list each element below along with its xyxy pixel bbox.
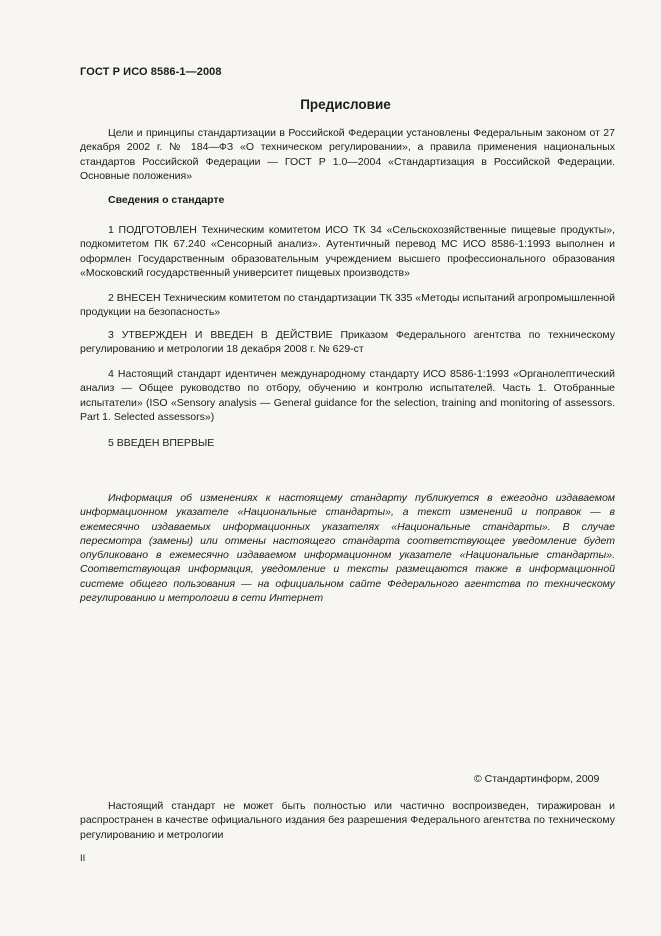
item-3: 3 УТВЕРЖДЕН И ВВЕДЕН В ДЕЙСТВИЕ Приказом Федерального агентства по техническому регулированию и метрологии 18 декабря 2008 г. № 629-ст xyxy=(80,329,615,356)
item-5: 5 ВВЕДЕН ВПЕРВЫЕ xyxy=(108,437,215,449)
item-2: 2 ВНЕСЕН Техническим комитетом по стандартизации ТК 335 «Методы испытаний агропромышленной продукции на безопасность» xyxy=(80,292,615,319)
item-4: 4 Настоящий стандарт идентичен международному стандарту ИСО 8586-1:1993 «Органолептический анализ — Общее руководство по отбору, обучению и контролю испытателей. Часть 1. Отобранные испытатели» (ISO «Sensory analysis — General guidance for the selection, training and monitoring of assessors. Part 1. Selected assessors») xyxy=(80,368,615,423)
standard-header: ГОСТ Р ИСО 8586-1—2008 xyxy=(80,66,222,78)
intro-paragraph: Цели и принципы стандартизации в Российской Федерации установлены Федеральным законом от 27 декабря 2002 г. № 184—ФЗ «О техническом регулировании», а правила применения национальных стандартов Российской Федерации — ГОСТ Р 1.0—2004 «Стандартизация в Российской Федерации. Основные положения» xyxy=(80,127,615,182)
copyright-line: © Стандартинформ, 2009 xyxy=(474,773,600,785)
section-subheading: Сведения о стандарте xyxy=(108,194,225,206)
amendments-notice: Информация об изменениях к настоящему стандарту публикуется в ежегодно издаваемом информационном указателе «Национальные стандарты», а текст изменений и поправок — в ежемесячно издаваемых информационных указателях «Национальные стандарты». В случае пересмотра (замены) или отмены настоящего стандарта соответствующее уведомление будет опубликовано в ежемесячно издаваемом информационном указателе «Национальные стандарты». Соответствующая информация, уведомление и тексты размещаются также в информационной системе общего пользования — на официальном сайте Федерального агентства по техническому регулированию и метрологии в сети Интернет xyxy=(80,492,615,605)
page-title: Предисловие xyxy=(300,97,391,112)
rights-notice: Настоящий стандарт не может быть полностью или частично воспроизведен, тиражирован и распространен в качестве официального издания без разрешения Федерального агентства по техническому регулированию и метрологии xyxy=(80,800,615,841)
item-1: 1 ПОДГОТОВЛЕН Техническим комитетом ИСО ТК 34 «Сельскохозяйственные пищевые продукты», подкомитетом ПК 67.240 «Сенсорный анализ». Аутентичный перевод МС ИСО 8586-1:1993 выполнен и оформлен Государственным образовательным учреждением высшего профессионального образования «Московский государственный университет пищевых производств» xyxy=(80,224,615,279)
page-number: II xyxy=(80,853,86,864)
